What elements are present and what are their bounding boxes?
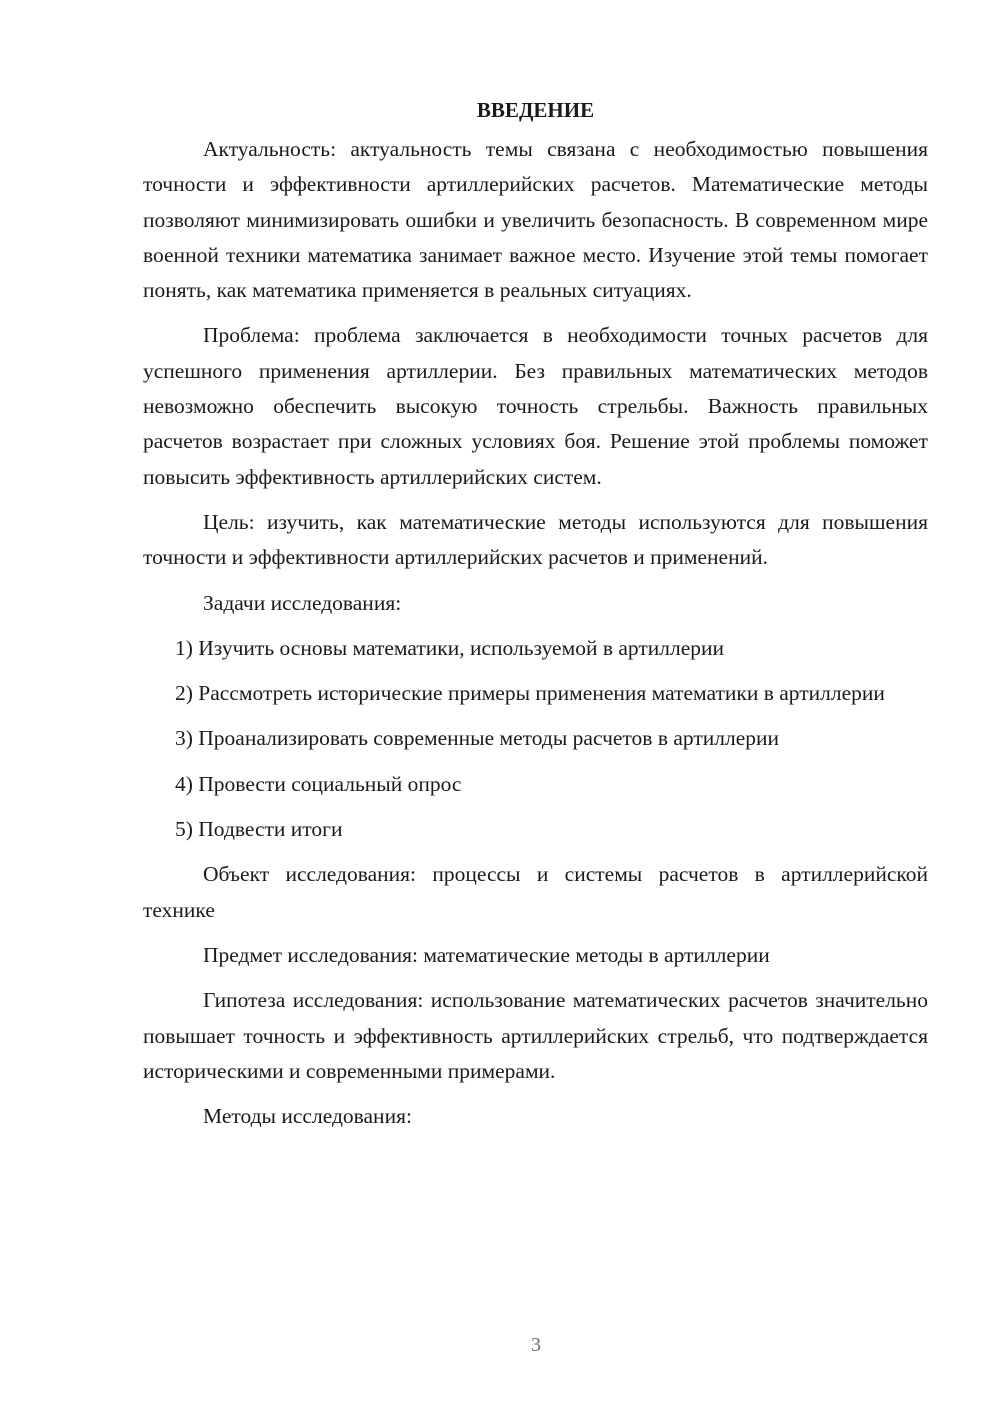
page-content xyxy=(143,92,928,1144)
paragraph-hypothesis: Гипотеза исследования: использование математических расчетов значительно повышает точность и эффективность артиллерийских стрельб, что подтверждается историческими и современными примерами. xyxy=(143,988,928,1083)
tasks-heading: Задачи исследования: xyxy=(203,590,402,615)
task-item-5: 5) Подвести итоги xyxy=(175,817,343,842)
paragraph-subject: Предмет исследования: математические методы в артиллерии xyxy=(203,942,770,967)
task-item-3: 3) Проанализировать современные методы расчетов в артиллерии xyxy=(175,726,780,751)
page-number: 3 xyxy=(531,1334,541,1356)
section-title: ВВЕДЕНИЕ xyxy=(476,98,595,122)
task-item-2: 2) Рассмотреть исторические примеры применения математики в артиллерии xyxy=(175,681,885,706)
paragraph-object: Объект исследования: процессы и системы расчетов в артиллерийской технике xyxy=(143,862,928,922)
paragraph-problem: Проблема: проблема заключается в необходимости точных расчетов для успешного применения артиллерии. Без правильных математических методов невозможно обеспечить высокую точность стрельбы. Важность правильных расчетов возрастает при сложных условиях боя. Решение этой проблемы поможет повысить эффективность артиллерийских систем. xyxy=(143,323,928,489)
task-item-4: 4) Провести социальный опрос xyxy=(175,771,462,796)
paragraph-goal: Цель: изучить, как математические методы используются для повышения точности и эффективности артиллерийских расчетов и применений. xyxy=(143,509,928,570)
methods-heading: Методы исследования: xyxy=(203,1104,412,1129)
paragraph-relevance: Актуальность: актуальность темы связана с необходимостью повышения точности и эффективности артиллерийских расчетов. Математические методы позволяют минимизировать ошибки и увеличить безопасность. В современном мире военной техники математика занимает важное место. Изучение этой темы помогает понять, как математика применяется в реальных ситуациях. xyxy=(143,137,928,303)
task-item-1: 1) Изучить основы математики, используемой в артиллерии xyxy=(175,635,725,660)
